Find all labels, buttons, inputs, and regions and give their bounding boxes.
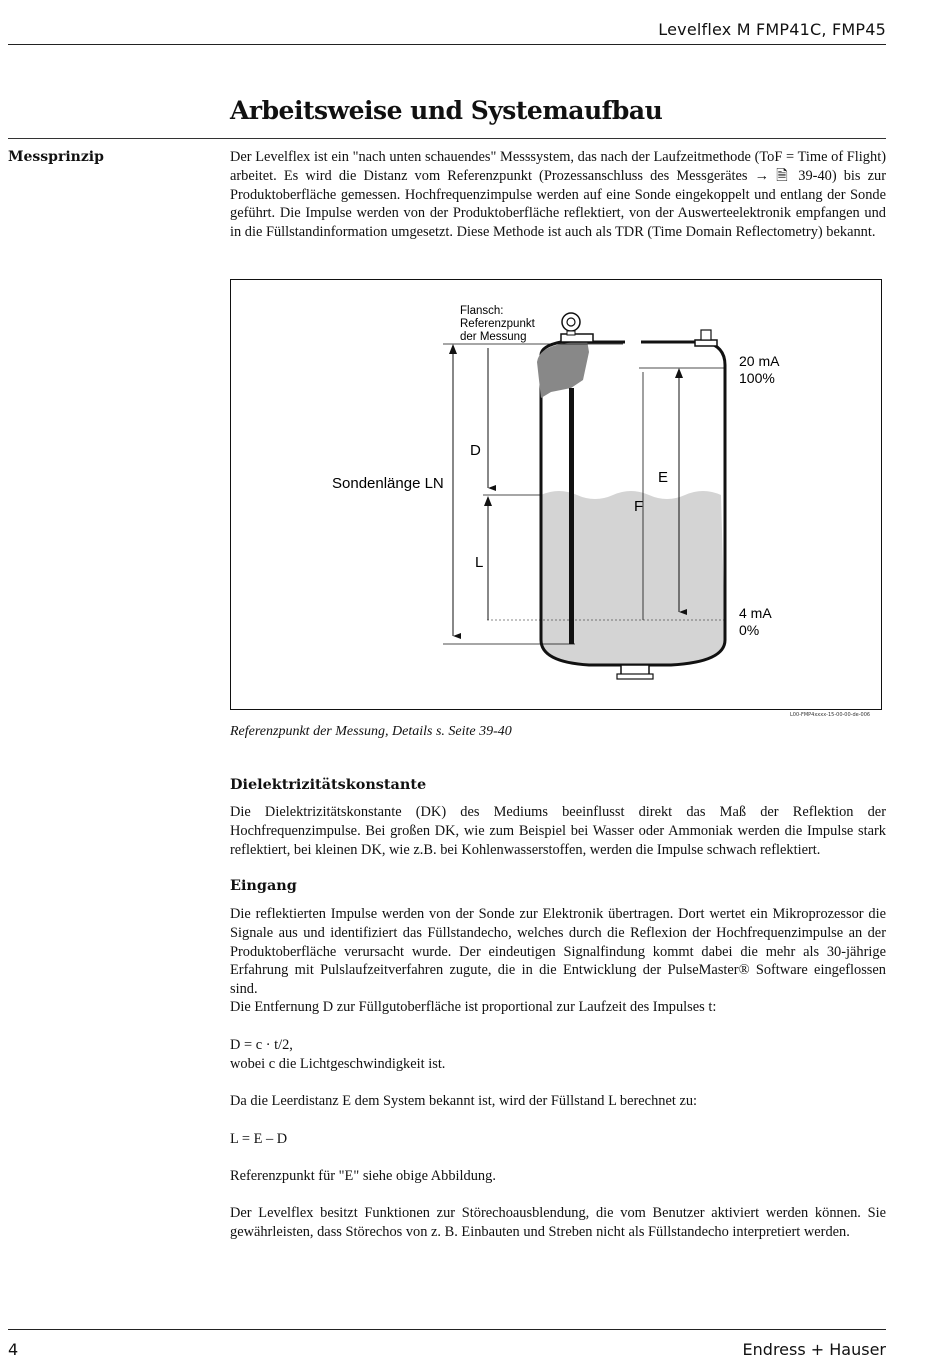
label-4ma: 4 mA [739, 605, 772, 621]
label-100: 100% [739, 370, 775, 386]
label-f: F [634, 498, 644, 515]
eingang-paragraph-3: Da die Leerdistanz E dem System bekannt ist, wird der Füllstand L berechnet zu: [230, 1093, 698, 1109]
eingang-paragraph-2: Die Entfernung D zur Füllgutoberfläche ist proportional zur Laufzeit des Impulses t: [230, 999, 717, 1015]
header-divider [8, 44, 886, 45]
flange [561, 334, 593, 342]
probe-rod [569, 388, 574, 644]
label-0: 0% [739, 622, 760, 638]
label-e: E [658, 469, 669, 486]
liquid-fill [541, 491, 725, 665]
section-divider [8, 138, 886, 139]
label-probe-length: Sondenlänge LN [332, 475, 444, 492]
eingang-paragraph-4: Referenzpunkt für "E" siehe obige Abbildung. [230, 1168, 496, 1184]
label-flange-1: Flansch: [460, 305, 504, 317]
formula-distance: D = c · t/2, [230, 1037, 293, 1053]
label-flange-3: der Messung [460, 331, 527, 343]
nozzle-right [695, 340, 717, 346]
label-d: D [470, 442, 481, 459]
formula-level: L = E – D [230, 1131, 288, 1147]
figure-code: L00-FMP4xxxx-15-00-00-de-006 [790, 712, 871, 718]
side-label-messprinzip: Messprinzip [8, 149, 104, 165]
eingang-paragraph-1: Die reflektierten Impulse werden von der Sonde zur Elektronik übertragen. Dort wertet ein Mikroprozessor die Signale aus und identifiziert das Füllstandecho, welches durch die Reflexion der Hochfrequenzimpulse an der Produktoberfläche verursacht wurde. Der eindeutigen Signalfindung kommt dabei die mehr als 30-jährige Erfahrung mit Pulslaufzeitverfahren zugute, die in die Entwicklung der PulseMaster® Software eingeflossen sind. [230, 906, 886, 998]
intro-paragraph: Der Levelflex ist ein "nach unten schauendes" Messsystem, das nach der Laufzeitmethode (ToF = Time of Flight) arbeitet. Es wird die Distanz vom Referenzpunkt (Prozessanschluss des Messgerätes → 🗎 39-40) bis zur Produktoberfläche gemessen. Hochfrequenzimpulse werden auf eine Sonde eingekoppelt und entlang der Sonde geführt. Die Impulse werden von der Produktoberfläche reflektiert, von der Auswerteelektronik empfangen und in die Füllstandinformation umgesetzt. Diese Methode ist auch als TDR (Time Domain Reflectometry) bekannt. [230, 149, 886, 241]
figure-caption: Referenzpunkt der Messung, Details s. Seite 39-40 [230, 724, 512, 739]
section-title: Arbeitsweise und Systemaufbau [230, 96, 663, 125]
dk-paragraph: Die Dielektrizitätskonstante (DK) des Mediums beeinflusst direkt das Maß der Reflektion der Hochfrequenzimpulse. Bei großen DK, wie zum Beispiel bei Wasser oder Ammoniak werden die Impulse stark reflektiert, bei kleinen DK, wie z.B. bei Kohlenwasserstoffen, werden die Impulse schwach reflektiert. [230, 804, 886, 858]
footer-divider [8, 1329, 886, 1330]
footer-brand: Endress + Hauser [742, 1340, 886, 1359]
label-flange-2: Referenzpunkt [460, 318, 535, 330]
label-l: L [475, 554, 484, 571]
heading-dielektrizitaetskonstante: Dielektrizitätskonstante [230, 776, 427, 793]
heading-eingang: Eingang [230, 877, 297, 894]
document-header-title: Levelflex M FMP41C, FMP45 [658, 20, 886, 39]
tank-diagram-svg [231, 280, 883, 711]
label-20ma: 20 mA [739, 353, 780, 369]
formula-distance-note: wobei c die Lichtgeschwindigkeit ist. [230, 1056, 446, 1072]
page-number: 4 [8, 1340, 19, 1359]
tank-diagram [230, 279, 882, 710]
eingang-paragraph-5: Der Levelflex besitzt Funktionen zur Störechoausblendung, die vom Benutzer aktiviert werden können. Sie gewährleisten, dass Störechos von z. B. Einbauten und Streben nicht als Füllstandecho interpretiert werden. [230, 1205, 886, 1240]
